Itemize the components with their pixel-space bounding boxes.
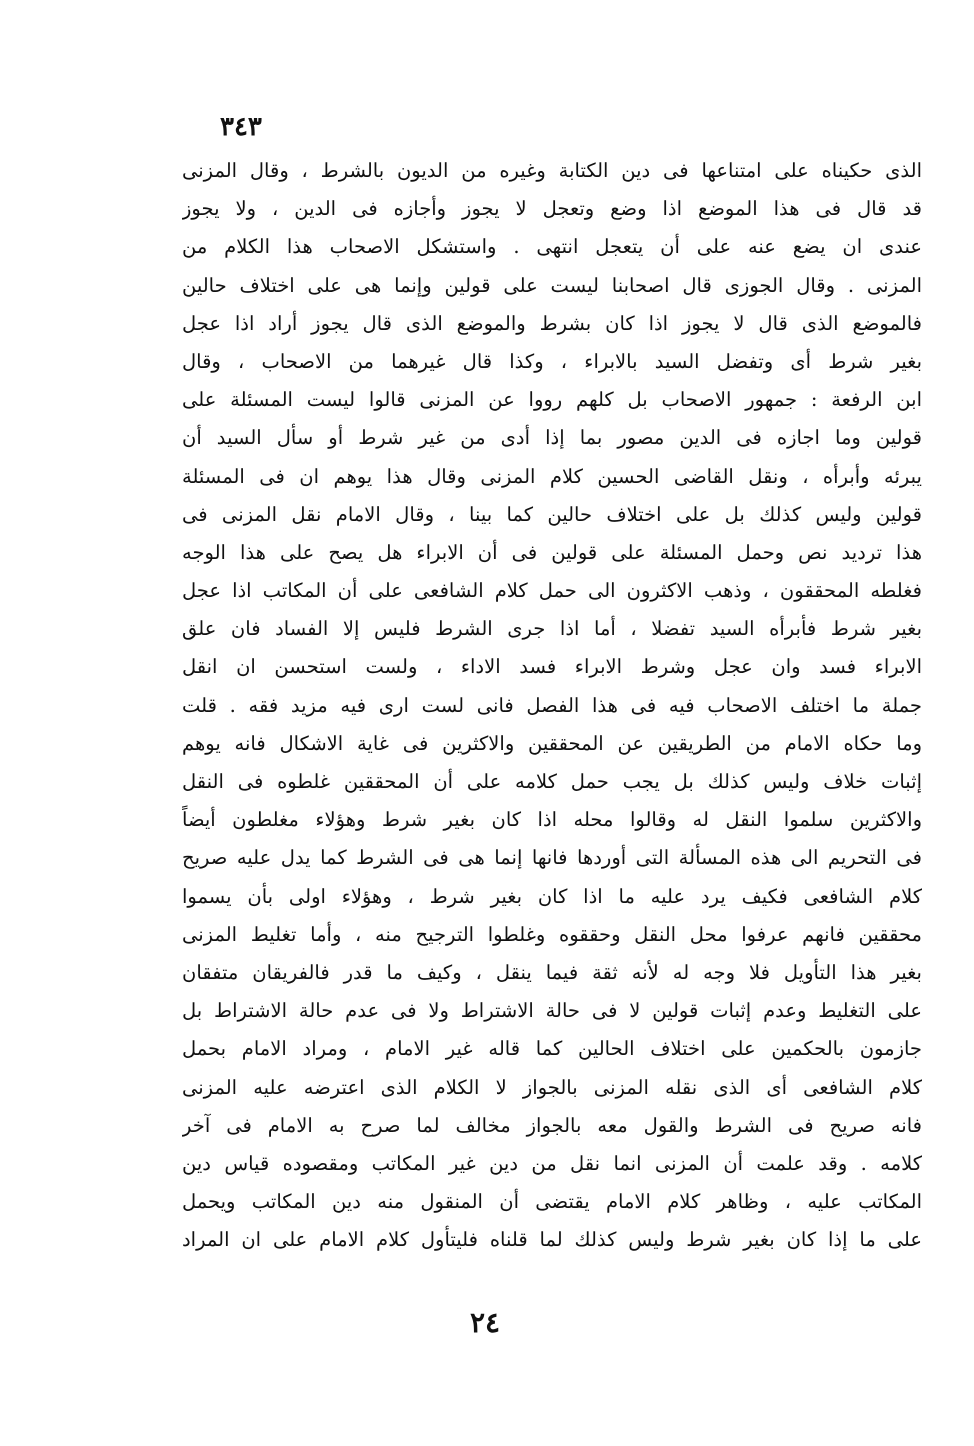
text-line: محققين فانهم عرفوا محل النقل وحققوه وغلطوا الترجيح منه ، وأما تغليط المزنى [182,922,922,946]
text-line: الابراء فسد وان عجل وشرط الابراء فسد الاداء ، ولست استحسن ان انقل [182,655,922,679]
text-line: قولين وما اجازه فى الدين مصور بما إذا أدى من غير شرط أو سأل السيد أن [182,426,922,450]
text-line: قد قال فى هذا الموضع اذا وضع وتعجل لا يجوز وأجازه فى الدين ، ولا يجوز [182,197,922,221]
page-number: ٣٤٣ [220,112,262,142]
text-line: بغير شرط فأبرأه السيد تفضلا ، أما اذا جرى الشرط فليس إلا الفساد فان علق [182,617,922,641]
text-line: على ما إذا كان بغير شرط وليس كذلك لما قلناه فليتأول كلام الامام على ان المراد [182,1228,922,1252]
text-line: عندى ان يضع عنه على أن يتعجل انتهى . واستشكل الاصحاب هذا الكلام من [182,235,922,259]
text-line: بغير هذا التأويل فلا وجه له لأنه ثقة فيما ينقل ، وكيف ما قدر فالفريقان متفقان [182,960,922,984]
text-line: المكاتب عليه ، وظاهر كلام الامام يقتضى أن المنقول منه دين المكاتب ويحمل [182,1190,922,1214]
text-line: جملة ما اختلف الاصحاب فيه فى هذا الفصل فانى لست ارى فيه مزيد فقه . قلت [182,693,922,717]
text-line: كلام الشافعى أى الذى نقله المزنى بالجواز لا الكلام الذى اعترضه عليه المزنى [182,1075,922,1099]
text-line: على التغليط وعدم إثبات قولين لا فى حالة الاشتراط ولا فى عدم حالة الاشتراط بل [182,999,922,1023]
text-line: وما حكاه الامام من الطريقين عن المحققين والاكثرين فى غاية الاشكال فانه يوهم [182,731,922,755]
text-line: المزنى . وقال الجوزى قال اصحابنا ليست على قولين وإنما هى على اختلاف حالين [182,273,922,297]
text-line: يبرئه وأبرأه ، ونقل القاضى الحسين كلام المزنى وقال هذا يوهم ان فى المسئلة [182,464,922,488]
signature-mark: ٢٤ [470,1306,501,1339]
text-line: كلام الشافعى فكيف يرد عليه ما اذا كان بغير شرط ، وهؤلاء اولى بأن يسموا [182,884,922,908]
text-line: بغير شرط أى وتفضل السيد بالابراء ، وكذا قال غيرهما من الاصحاب ، وقال [182,349,922,373]
text-line: فالموضع الذى قال لا يجوز اذا كان بشرط والموضع الذى قال يجوز أراد اذا عجل [182,311,922,335]
text-line: والاكثرين سلموا النقل له وقالوا محله اذا كان بغير شرط وهؤلاء مغلطون أيضاً [182,808,922,832]
text-line: الذى حكيناه على امتناعها فى دين الكتابة وغيره من الديون بالشرط ، وقال المزنى [182,159,922,182]
text-line: فغلطه المحققون ، وذهب الاكثرون الى حمل كلام الشافعى على أن المكاتب اذا عجل [182,579,922,603]
text-line: جازمون بالحكمين على اختلاف الحالين كما قاله غير الامام ، ومراد الامام بحمل [182,1037,922,1061]
text-line: ابن الرفعة : جمهور الاصحاب بل كلهم رووا عن المزنى قالوا ليست المسئلة على [182,388,922,412]
text-line: إثبات خلاف وليس كذلك بل يجب حمل كلامه على أن المحققين غلطوه فى النقل [182,770,922,793]
text-line: قولين وليس كذلك بل على اختلاف حالين كما بينا ، وقال الامام نقل المزنى فى [182,502,922,526]
text-line: كلامه . وقد علمت أن المزنى انما نقل من دين غير المكاتب ومقصوده قياس دين [182,1151,922,1175]
page-body-text [182,152,922,1259]
text-line: هذا ترديد نص وحمل المسئلة على قولين فى أن الابراء هل يصح على هذا الوجه [182,540,922,564]
text-line: فى التحريم الى هذه المسألة التى أوردها فانها إنما هى فى الشرط كما يدل عليه صريح [182,846,922,870]
text-line: فانه صريح فى الشرط والقول معه بالجواز مخالف لما صرح به الامام فى آخر [182,1113,922,1137]
